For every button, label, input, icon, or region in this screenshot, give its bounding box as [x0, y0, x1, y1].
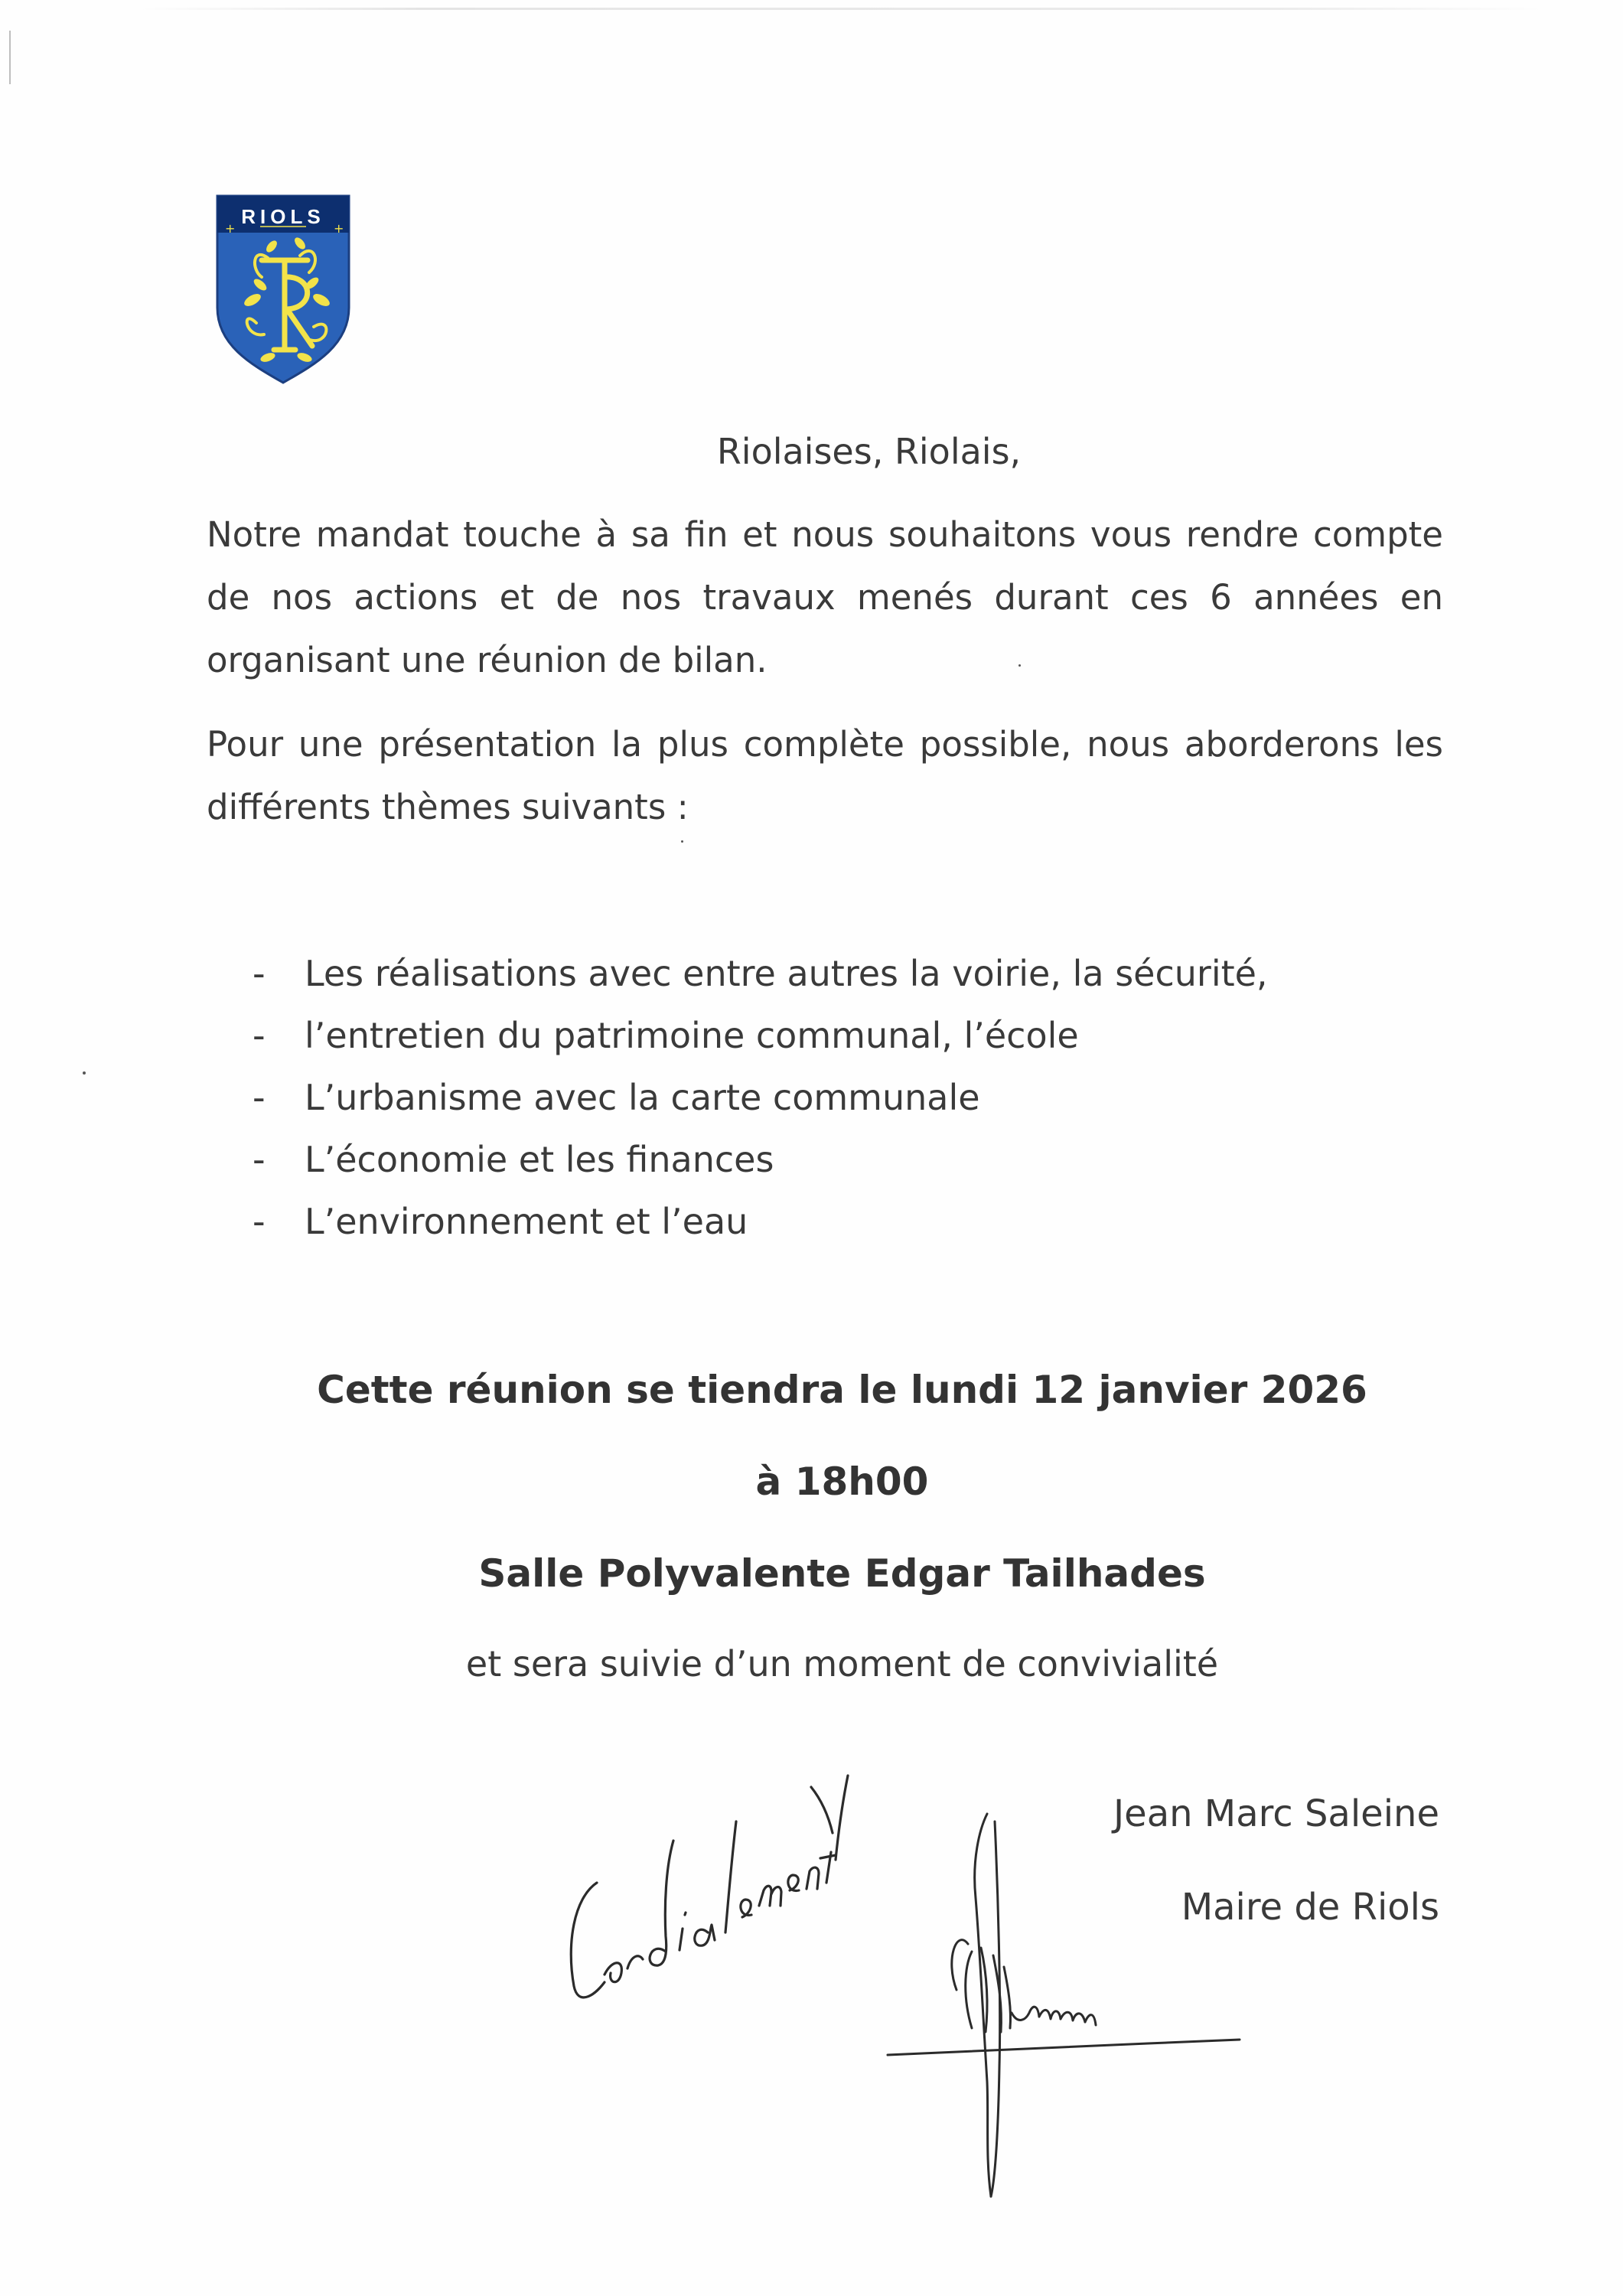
list-item — [253, 943, 1268, 1005]
themes-intro-paragraph: Pour une présentation la plus complète possible, nous aborderons les différents thèmes suivants : — [207, 724, 1443, 827]
list-marker: - — [253, 953, 266, 994]
list-marker: - — [253, 1015, 266, 1056]
scan-speck — [681, 840, 683, 843]
signatory-name: Jean Marc Saleine — [1113, 1792, 1439, 1835]
list-item — [253, 1191, 1268, 1253]
theme-text: L’urbanisme avec la carte communale — [305, 1077, 980, 1118]
theme-text: Les réalisations avec entre autres la voirie, la sécurité, — [305, 953, 1268, 994]
list-marker: - — [253, 1077, 266, 1118]
scan-edge-top — [138, 8, 1546, 10]
themes-list — [253, 943, 1268, 1253]
theme-text: l’entretien du patrimoine communal, l’école — [305, 1015, 1079, 1056]
scan-speck — [83, 1071, 86, 1075]
meeting-date: Cette réunion se tiendra le lundi 12 janvier 2026 — [317, 1368, 1367, 1412]
theme-text: L’économie et les finances — [305, 1139, 774, 1180]
closing-note: et sera suivie d’un moment de convivialité — [465, 1643, 1219, 1684]
theme-text: L’environnement et l’eau — [305, 1201, 748, 1242]
handwritten-closing — [551, 1768, 857, 2020]
intro-paragraph: Notre mandat touche à sa fin et nous souhaitons vous rendre compte de nos actions et de nos travaux menés durant ces 6 années en organisant une réunion de bilan. — [207, 514, 1443, 680]
greeting: Riolaises, Riolais, — [716, 431, 1022, 472]
list-item — [253, 1005, 1268, 1067]
svg-text:+: + — [334, 221, 344, 236]
svg-text:RIOLS: RIOLS — [241, 205, 325, 228]
list-marker: - — [253, 1201, 266, 1242]
scan-edge-left — [9, 31, 11, 84]
signatory-title: Maire de Riols — [1181, 1886, 1439, 1929]
list-item — [253, 1129, 1268, 1191]
mayor-signature — [872, 1791, 1255, 2219]
list-marker: - — [253, 1139, 266, 1180]
list-item — [253, 1067, 1268, 1129]
meeting-time: à 18h00 — [755, 1459, 929, 1504]
svg-text:+: + — [225, 221, 236, 236]
meeting-venue: Salle Polyvalente Edgar Tailhades — [478, 1551, 1206, 1596]
town-crest-logo — [214, 193, 352, 384]
